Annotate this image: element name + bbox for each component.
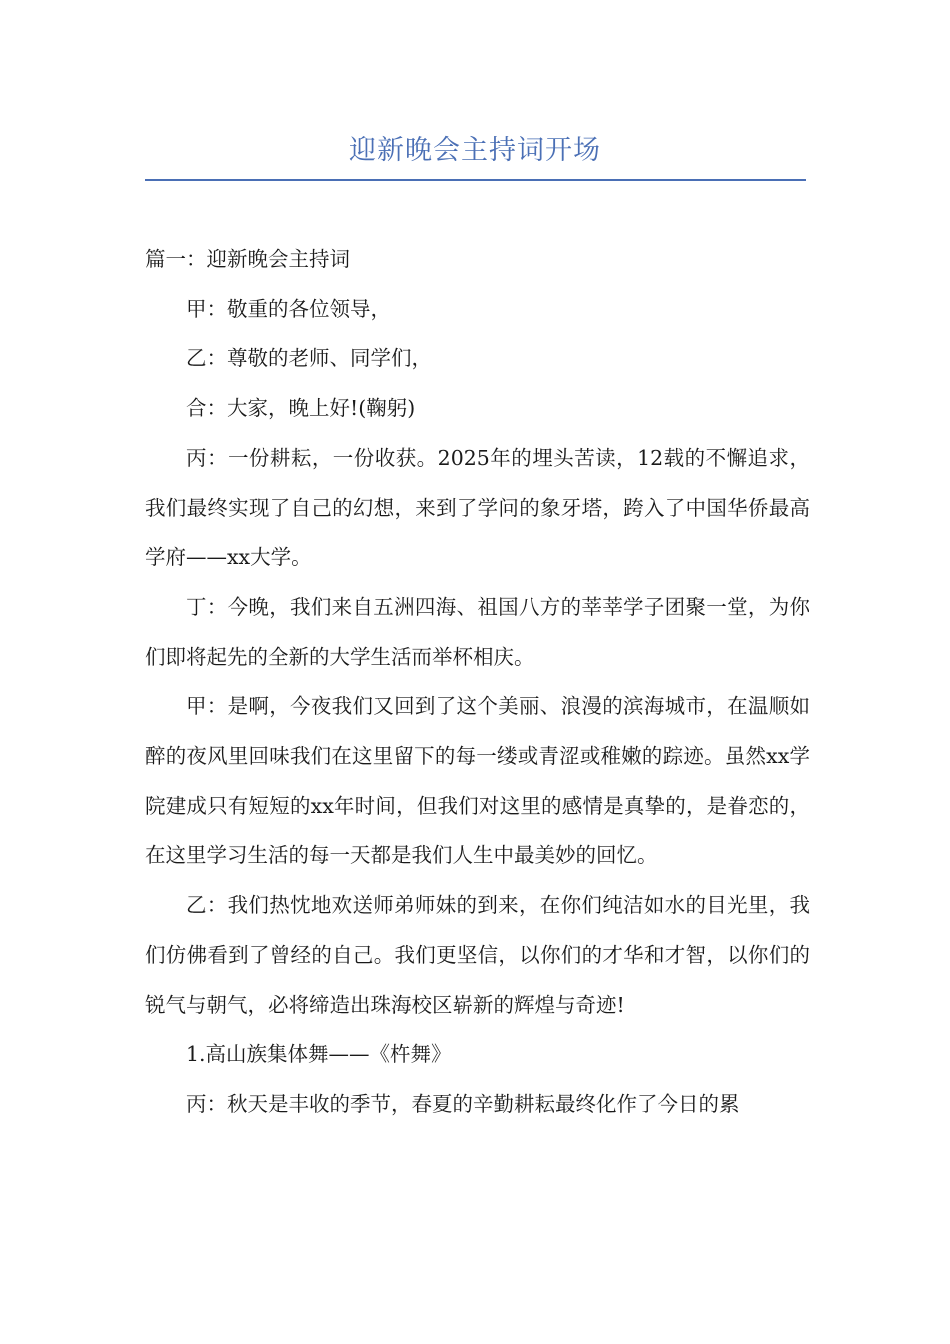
paragraph: 甲：敬重的各位领导，: [186, 296, 391, 321]
program-item: 1.高山族集体舞——《杵舞》: [186, 1042, 452, 1067]
document-title: 迎新晚会主持词开场: [349, 135, 601, 166]
paragraph: 甲：是啊，今夜我们又回到了这个美丽、浪漫的滨海城市，在温顺如醉的夜风里回味我们在这里留下的每一缕或青涩或稚嫩的踪迹。虽然xx学院建成只有短短的xx年时间，但我们对这里的感情是真挚的，是眷恋的，在这里学习生活的每一天都是我们人生中最美妙的回忆。: [145, 694, 810, 868]
section-heading: 篇一：迎新晚会主持词: [145, 247, 350, 271]
paragraph: 乙：尊敬的老师、同学们，: [186, 346, 432, 371]
paragraph: 合：大家，晚上好!(鞠躬): [186, 396, 416, 421]
paragraph: 丁：今晚，我们来自五洲四海、祖国八方的莘莘学子团聚一堂，为你们即将起先的全新的大学生活而举杯相庆。: [145, 594, 810, 669]
paragraph: 丙：一份耕耘，一份收获。2025年的埋头苦读，12载的不懈追求，我们最终实现了自己的幻想，来到了学问的象牙塔，跨入了中国华侨最高学府——xx大学。: [145, 445, 810, 570]
paragraph: 丙：秋天是丰收的季节，春夏的辛勤耕耘最终化作了今日的累: [186, 1091, 740, 1116]
document-body: [145, 235, 810, 1130]
paragraph: 乙：我们热忱地欢送师弟师妹的到来，在你们纯洁如水的目光里，我们仿佛看到了曾经的自己。我们更坚信，以你们的才华和才智，以你们的锐气与朝气，必将缔造出珠海校区崭新的辉煌与奇迹!: [145, 893, 810, 1017]
title-underline: [145, 179, 806, 181]
